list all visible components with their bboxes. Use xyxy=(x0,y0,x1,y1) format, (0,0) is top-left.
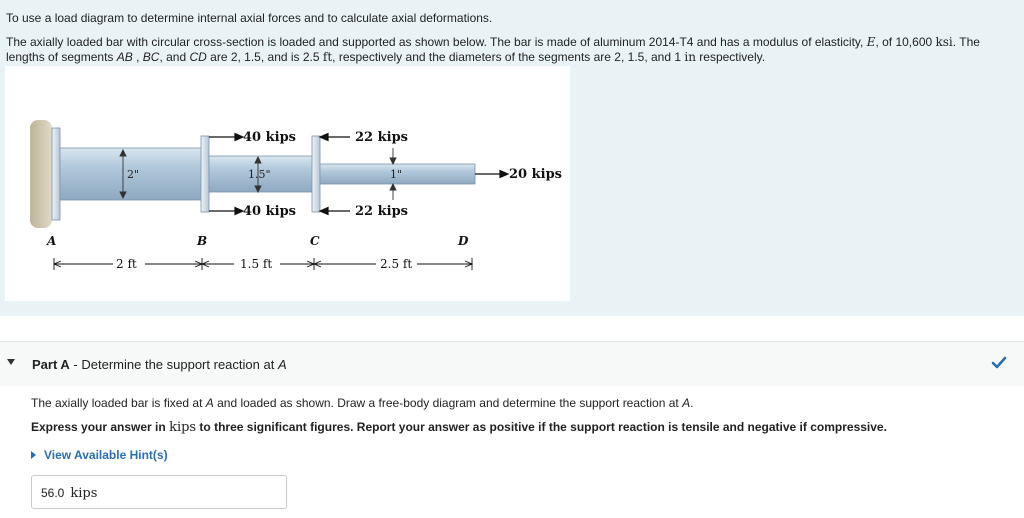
point-d-label: D xyxy=(458,234,469,248)
answer-unit: kips xyxy=(70,486,98,501)
description-text: . xyxy=(690,396,694,410)
load-d-label: 20 kips xyxy=(509,167,562,182)
load-b-top-arrow xyxy=(205,134,243,141)
statement-text: , of 10,600 xyxy=(875,35,936,49)
load-c-bottom-label: 22 kips xyxy=(355,204,408,219)
flange-c xyxy=(312,136,320,212)
unit-ksi: ksi xyxy=(935,35,953,49)
load-c-top-arrow xyxy=(320,134,350,141)
segment-cd: CD xyxy=(189,50,207,64)
part-a-title xyxy=(32,357,287,372)
hint-link-label[interactable]: View Available Hint(s) xyxy=(44,448,168,462)
statement-text: , and xyxy=(159,50,190,64)
collapse-caret-icon[interactable] xyxy=(7,359,15,365)
statement-text: are 2, 1.5, and is 2.5 xyxy=(206,50,323,64)
intro-text: To use a load diagram to determine internal axial forces and to calculate axial deformations. xyxy=(6,11,493,25)
correct-check-icon xyxy=(990,354,1008,372)
description-text: and loaded as shown. Draw a free-body diagram and determine the support reaction at xyxy=(213,396,683,410)
statement-text: respectively. xyxy=(695,50,766,64)
description-point: A xyxy=(205,396,214,410)
description-text: The axially loaded bar is fixed at xyxy=(31,396,206,410)
answer-instructions xyxy=(31,420,887,435)
part-a-label: Part A xyxy=(32,357,70,372)
statement-text: lengths of segments xyxy=(6,50,117,64)
point-c-label: C xyxy=(310,234,320,248)
part-a-point: A xyxy=(277,357,287,372)
statement-text: , respectively and the diameters of the segments are 2, 1.5, and 1 xyxy=(332,50,685,64)
load-b-top-label: 40 kips xyxy=(243,130,296,145)
answer-value: 56.0 xyxy=(41,486,65,500)
point-b-label: B xyxy=(197,234,208,248)
length-ab-label: 2 ft xyxy=(116,257,137,271)
instruction-unit: kips xyxy=(169,420,197,435)
point-a-label: A xyxy=(47,234,57,248)
bar-figure xyxy=(5,66,570,301)
unit-in: in xyxy=(684,50,696,64)
problem-statement xyxy=(6,35,1016,65)
description-point: A xyxy=(682,396,691,410)
view-hints-link[interactable] xyxy=(31,448,168,462)
answer-field[interactable] xyxy=(31,475,287,509)
diameter-cd-label: 1" xyxy=(390,168,403,181)
wall-flange xyxy=(52,128,60,220)
unit-ft: ft xyxy=(322,50,333,64)
segment-ab: AB xyxy=(116,50,133,64)
modulus-symbol: E xyxy=(866,35,876,49)
part-a-header[interactable] xyxy=(0,341,1024,386)
instruction-text: to three significant figures. Report your answer as positive if the support reaction is tensile and negative if compressive. xyxy=(196,420,887,434)
instruction-text: Express your answer in xyxy=(31,420,170,434)
diameter-ab-label: 2" xyxy=(127,168,140,181)
segment-bc: BC xyxy=(142,50,160,64)
statement-text: . The xyxy=(952,35,980,49)
bar-diagram xyxy=(5,66,570,301)
load-b-bottom-label: 40 kips xyxy=(243,204,296,219)
part-a-description xyxy=(31,396,693,410)
load-b-bottom-arrow xyxy=(209,208,243,215)
expand-caret-icon[interactable] xyxy=(31,451,36,459)
load-c-bottom-arrow xyxy=(320,208,350,215)
load-c-top-label: 22 kips xyxy=(355,130,408,145)
part-a-question: Determine the support reaction at xyxy=(81,357,278,372)
length-bc-label: 1.5 ft xyxy=(240,257,273,271)
length-cd-label: 2.5 ft xyxy=(380,257,413,271)
load-d-arrow xyxy=(475,171,508,178)
flange-b xyxy=(201,136,209,212)
part-a-separator: - xyxy=(69,357,82,372)
diameter-bc-label: 1.5" xyxy=(248,168,271,181)
statement-text: , xyxy=(132,50,143,64)
statement-text: The axially loaded bar with circular cross-section is loaded and supported as shown below. The bar is made of aluminum 2014-T4 and has a modulus of elasticity, xyxy=(6,35,867,49)
fixed-wall xyxy=(30,120,52,228)
